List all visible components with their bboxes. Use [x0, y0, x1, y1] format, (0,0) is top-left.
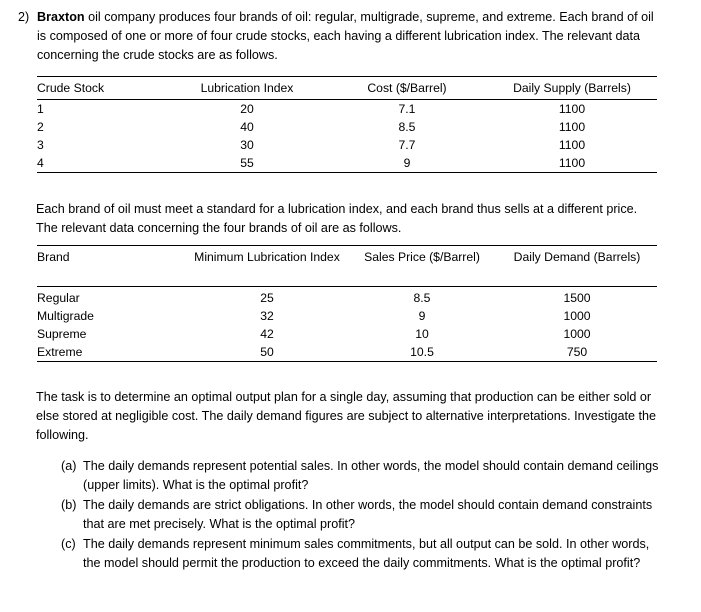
intro-text: oil company produces four brands of oil: regular, multigrade, supreme, and extreme. Each brand of oil is composed of one or more of four crude stocks, each having a different lubrication index. The relevant data concerning the crude stocks are as follows. — [37, 10, 654, 62]
table-cell: 7.1 — [398, 102, 416, 116]
table-cell: 7.7 — [398, 138, 416, 152]
table-cell: 1100 — [558, 138, 586, 152]
table-row — [37, 100, 657, 119]
column-header: Minimum Lubrication Index — [194, 250, 340, 264]
task-paragraph: The task is to determine an optimal output plan for a single day, assuming that production can be either sold or else stored at negligible cost. The daily demand figures are subject to alternative interpretations. Investigate the following. — [36, 390, 657, 442]
table-cell: 1000 — [563, 309, 591, 323]
table-cell: Extreme — [37, 345, 83, 359]
column-header: Daily Demand (Barrels) — [513, 250, 641, 264]
intro-paragraph — [37, 8, 655, 65]
table-cell: 9 — [403, 156, 411, 170]
brand-standards-paragraph: Each brand of oil must meet a standard for a lubrication index, and each brand thus sells at a different price. The relevant data concerning the four brands of oil are as follows. — [36, 202, 638, 235]
column-header: Brand — [37, 250, 70, 264]
table-cell: Supreme — [37, 327, 87, 341]
table-cell: 3 — [37, 138, 44, 152]
table-cell: 9 — [418, 309, 426, 323]
table-cell: 32 — [260, 309, 274, 323]
column-header: Lubrication Index — [200, 81, 294, 95]
table-cell: 25 — [260, 291, 274, 305]
column-header: Cost ($/Barrel) — [367, 81, 447, 95]
company-name: Braxton — [37, 10, 85, 24]
problem-statement — [18, 8, 658, 65]
question-parts-list — [61, 457, 661, 574]
table-cell: 40 — [240, 120, 254, 134]
table-cell: 1000 — [563, 327, 591, 341]
column-header: Sales Price ($/Barrel) — [364, 250, 480, 264]
part-text: The daily demands represent minimum sales commitments, but all output can be sold. In other words, the model should permit the production to exceed the daily commitments. What is the optimal profit? — [83, 537, 650, 570]
part-text: The daily demands are strict obligations. In other words, the model should contain demand constraints that are met precisely. What is the optimal profit? — [83, 498, 653, 531]
table-row — [37, 325, 657, 343]
table-cell: 1100 — [558, 156, 586, 170]
part-label: (b) — [61, 498, 77, 512]
part-label: (a) — [61, 459, 77, 473]
table-row — [37, 118, 657, 136]
table-cell: 1100 — [558, 102, 586, 116]
table-cell: 1 — [37, 102, 44, 116]
table-row — [37, 307, 657, 325]
table-cell: 8.5 — [413, 291, 431, 305]
table-row — [37, 136, 657, 154]
table-cell: 1100 — [558, 120, 586, 134]
table-cell: 20 — [240, 102, 254, 116]
table-cell: 750 — [566, 345, 588, 359]
table-cell: Regular — [37, 291, 80, 305]
table-row — [37, 154, 657, 173]
table-header-row — [37, 77, 657, 100]
table-row — [37, 343, 657, 362]
table-cell: 50 — [260, 345, 274, 359]
table-cell: 1500 — [563, 291, 591, 305]
column-header: Crude Stock — [37, 81, 105, 95]
table-row — [37, 287, 657, 308]
table-cell: 10 — [415, 327, 429, 341]
table-cell: Multigrade — [37, 309, 94, 323]
question-part — [61, 496, 661, 534]
table-header-row — [37, 246, 657, 287]
question-part — [61, 457, 661, 495]
column-header: Daily Supply (Barrels) — [513, 81, 631, 95]
table-cell: 42 — [260, 327, 274, 341]
table-cell: 4 — [37, 156, 44, 170]
crude-stock-table — [37, 76, 657, 173]
table-cell: 55 — [240, 156, 254, 170]
part-label: (c) — [61, 537, 76, 551]
table-cell: 8.5 — [398, 120, 416, 134]
question-number: 2) — [18, 10, 30, 24]
part-text: The daily demands represent potential sales. In other words, the model should contain demand ceilings (upper limits). What is the optimal profit? — [83, 459, 659, 492]
table-cell: 2 — [37, 120, 44, 134]
table-cell: 30 — [240, 138, 254, 152]
table-cell: 10.5 — [410, 345, 434, 359]
question-part — [61, 535, 661, 573]
oil-brand-table — [37, 245, 657, 362]
